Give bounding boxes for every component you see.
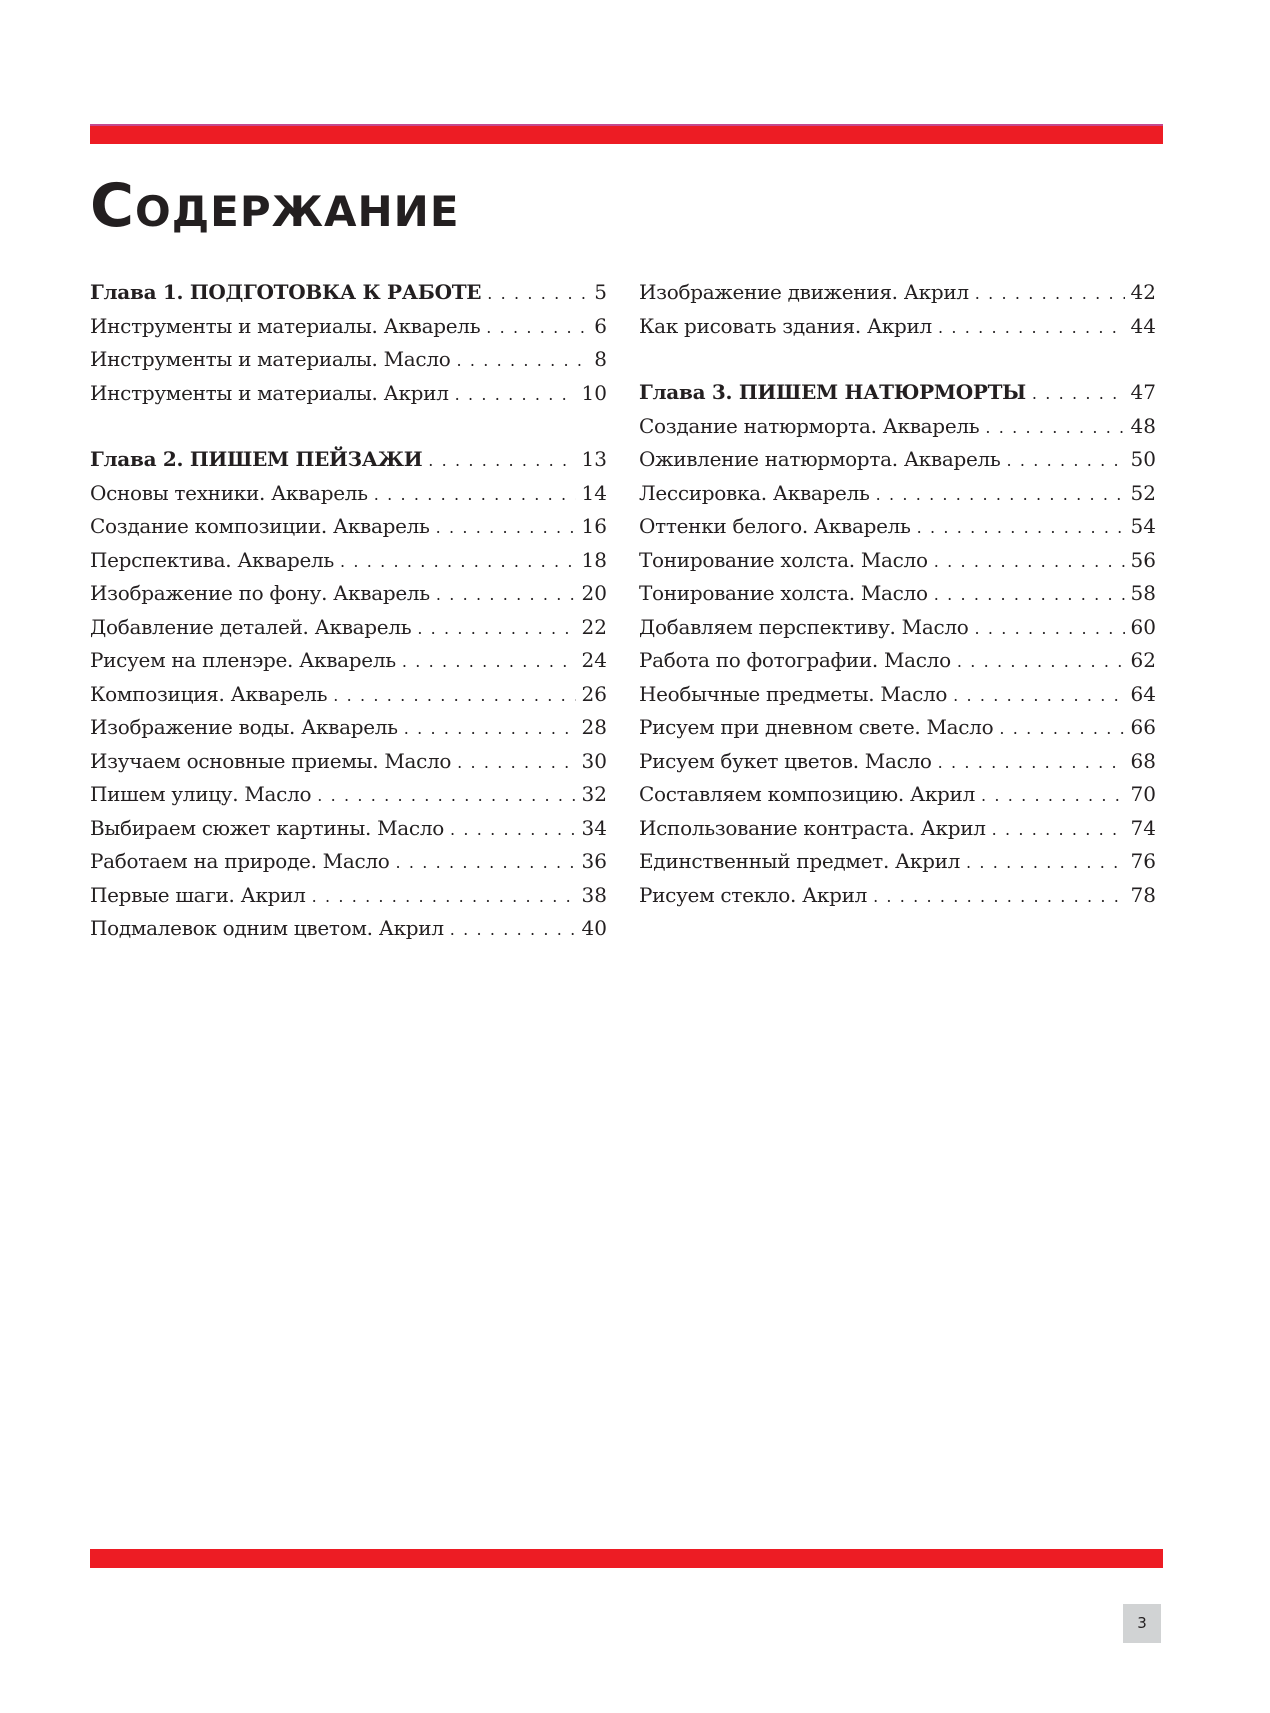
entry-page-number: 32 [581, 782, 607, 806]
page-number-badge: 3 [1123, 1604, 1161, 1643]
toc-spacer [639, 343, 1156, 376]
toc-entry[interactable] [90, 544, 607, 578]
toc-entry[interactable] [639, 410, 1156, 444]
entry-title: Создание композиции. Акварель [90, 514, 430, 538]
entry-title: Оттенки белого. Акварель [639, 514, 911, 538]
entry-page-number: 5 [594, 280, 607, 304]
entry-page-number: 22 [581, 614, 607, 639]
entry-page-number: 56 [1130, 547, 1156, 572]
entry-page-number: 44 [1130, 313, 1156, 338]
toc-entry[interactable] [639, 678, 1156, 712]
dot-leader [374, 478, 576, 511]
dot-leader [975, 277, 1125, 310]
entry-page-number: 20 [581, 581, 607, 605]
toc-entry[interactable] [90, 912, 607, 946]
page-title: Содержание [90, 171, 460, 241]
entry-page-number: 50 [1130, 447, 1156, 471]
dot-leader [999, 712, 1124, 745]
entry-title: Рисуем стекло. Акрил [639, 882, 868, 907]
dot-leader [417, 612, 575, 645]
dot-leader [975, 612, 1125, 645]
entry-title: Выбираем сюжет картины. Масло [90, 815, 444, 840]
entry-title: Инструменты и материалы. Акрил [90, 380, 449, 405]
entry-page-number: 34 [581, 815, 607, 840]
dot-leader [1032, 377, 1125, 410]
entry-page-number: 70 [1130, 782, 1156, 806]
entry-title: Изображение движения. Акрил [639, 280, 969, 304]
entry-title: Первые шаги. Акрил [90, 882, 306, 907]
entry-title: Добавляем перспективу. Масло [639, 614, 969, 639]
dot-leader [1006, 444, 1124, 477]
toc-entry[interactable] [90, 711, 607, 745]
dot-leader [457, 746, 575, 779]
dot-leader [934, 545, 1125, 578]
toc-entry[interactable] [639, 577, 1156, 611]
entry-title: Композиция. Акварель [90, 681, 328, 706]
toc-chapter-entry[interactable] [90, 276, 607, 310]
toc-entry[interactable] [90, 510, 607, 544]
toc-entry[interactable] [90, 845, 607, 879]
dot-leader [981, 779, 1125, 812]
toc-entry[interactable] [90, 310, 607, 344]
entry-title: Как рисовать здания. Акрил [639, 313, 932, 338]
entry-title: Пишем улицу. Масло [90, 782, 312, 806]
toc-entry[interactable] [639, 477, 1156, 511]
dot-leader [317, 779, 575, 812]
toc-entry[interactable] [90, 377, 607, 411]
dot-leader [450, 913, 576, 946]
entry-title: Тонирование холста. Масло [639, 581, 928, 605]
dot-leader [333, 679, 575, 712]
dot-leader [436, 578, 576, 611]
entry-page-number: 10 [581, 380, 607, 405]
dot-leader [938, 311, 1125, 344]
toc-entry[interactable] [639, 276, 1156, 310]
entry-page-number: 47 [1130, 380, 1156, 404]
entry-title: Подмалевок одним цветом. Акрил [90, 916, 444, 940]
entry-page-number: 16 [581, 514, 607, 538]
entry-title: Изображение по фону. Акварель [90, 581, 430, 605]
entry-page-number: 30 [581, 748, 607, 773]
entry-page-number: 26 [581, 681, 607, 706]
dot-leader [873, 880, 1124, 913]
entry-title: Работаем на природе. Масло [90, 849, 390, 873]
dot-leader [934, 578, 1125, 611]
toc-entry[interactable] [639, 443, 1156, 477]
dot-leader [487, 277, 588, 310]
dot-leader [985, 411, 1124, 444]
entry-title: Перспектива. Акварель [90, 547, 335, 572]
entry-title: Изображение воды. Акварель [90, 715, 398, 739]
dot-leader [404, 712, 576, 745]
dot-leader [436, 511, 576, 544]
entry-page-number: 14 [581, 480, 607, 505]
entry-title: Основы техники. Акварель [90, 480, 368, 505]
entry-title: Рисуем при дневном свете. Масло [639, 715, 994, 739]
entry-page-number: 74 [1130, 815, 1156, 840]
dot-leader [402, 645, 576, 678]
dot-leader [938, 746, 1125, 779]
entry-title: Изучаем основные приемы. Масло [90, 748, 452, 773]
entry-title: Тонирование холста. Масло [639, 547, 928, 572]
toc-entry[interactable] [639, 544, 1156, 578]
entry-page-number: 78 [1130, 882, 1156, 907]
entry-title: Работа по фотографии. Масло [639, 648, 951, 672]
toc-entry[interactable] [639, 845, 1156, 879]
dot-leader [992, 813, 1125, 846]
entry-page-number: 6 [594, 313, 607, 338]
chapter-title: Глава 3. ПИШЕМ НАТЮРМОРТЫ [639, 380, 1026, 404]
entry-title: Создание натюрморта. Акварель [639, 413, 980, 438]
entry-title: Инструменты и материалы. Акварель [90, 313, 481, 338]
dot-leader [456, 344, 588, 377]
entry-page-number: 24 [581, 648, 607, 672]
dot-leader [428, 444, 575, 477]
entry-page-number: 60 [1130, 614, 1156, 639]
entry-page-number: 64 [1130, 681, 1156, 706]
toc-entry[interactable] [639, 812, 1156, 846]
dot-leader [396, 846, 576, 879]
entry-page-number: 62 [1130, 648, 1156, 672]
entry-page-number: 18 [581, 547, 607, 572]
toc-entry[interactable] [639, 644, 1156, 678]
toc-entry[interactable] [639, 310, 1156, 344]
chapter-title: Глава 1. ПОДГОТОВКА К РАБОТЕ [90, 280, 482, 304]
dot-leader [455, 378, 576, 411]
entry-title: Необычные предметы. Масло [639, 681, 948, 706]
entry-page-number: 48 [1130, 413, 1156, 438]
toc-entry[interactable] [90, 879, 607, 913]
toc-entry[interactable] [639, 745, 1156, 779]
toc-entry[interactable] [90, 343, 607, 377]
toc-entry[interactable] [90, 644, 607, 678]
toc-entry[interactable] [90, 611, 607, 645]
entry-page-number: 42 [1130, 280, 1156, 304]
toc-chapter-entry[interactable] [90, 443, 607, 477]
entry-title: Добавление деталей. Акварель [90, 614, 412, 639]
entry-page-number: 28 [581, 715, 607, 739]
toc-entry[interactable] [90, 577, 607, 611]
toc-spacer [90, 410, 607, 443]
toc-entry[interactable] [90, 477, 607, 511]
dot-leader [957, 645, 1125, 678]
toc-column-left [90, 276, 607, 946]
entry-page-number: 36 [581, 849, 607, 873]
bottom-accent-bar [90, 1549, 1163, 1568]
toc-entry[interactable] [639, 711, 1156, 745]
dot-leader [450, 813, 576, 846]
dot-leader [312, 880, 576, 913]
toc-entry[interactable] [639, 611, 1156, 645]
entry-page-number: 8 [594, 347, 607, 371]
toc-entry[interactable] [90, 778, 607, 812]
entry-page-number: 76 [1130, 849, 1156, 873]
entry-page-number: 40 [581, 916, 607, 940]
entry-title: Рисуем букет цветов. Масло [639, 748, 932, 773]
entry-page-number: 13 [581, 447, 607, 471]
dot-leader [486, 311, 588, 344]
toc-column-right [639, 276, 1156, 912]
entry-title: Единственный предмет. Акрил [639, 849, 961, 873]
dot-leader [876, 478, 1125, 511]
toc-entry[interactable] [90, 678, 607, 712]
entry-page-number: 58 [1130, 581, 1156, 605]
chapter-title: Глава 2. ПИШЕМ ПЕЙЗАЖИ [90, 447, 423, 471]
entry-title: Использование контраста. Акрил [639, 815, 986, 840]
toc-entry[interactable] [90, 745, 607, 779]
top-accent-bar [90, 124, 1163, 144]
toc-entry[interactable] [639, 879, 1156, 913]
entry-page-number: 68 [1130, 748, 1156, 773]
entry-title: Составляем композицию. Акрил [639, 782, 975, 806]
dot-leader [953, 679, 1124, 712]
entry-title: Рисуем на пленэре. Акварель [90, 648, 396, 672]
toc-chapter-entry[interactable] [639, 376, 1156, 410]
toc-entry[interactable] [639, 510, 1156, 544]
toc-entry[interactable] [639, 778, 1156, 812]
entry-page-number: 54 [1130, 514, 1156, 538]
toc-entry[interactable] [90, 812, 607, 846]
dot-leader [917, 511, 1125, 544]
entry-title: Оживление натюрморта. Акварель [639, 447, 1001, 471]
entry-title: Инструменты и материалы. Масло [90, 347, 451, 371]
dot-leader [966, 846, 1125, 879]
dot-leader [340, 545, 576, 578]
entry-page-number: 52 [1130, 480, 1156, 505]
entry-title: Лессировка. Акварель [639, 480, 870, 505]
entry-page-number: 38 [581, 882, 607, 907]
entry-page-number: 66 [1130, 715, 1156, 739]
